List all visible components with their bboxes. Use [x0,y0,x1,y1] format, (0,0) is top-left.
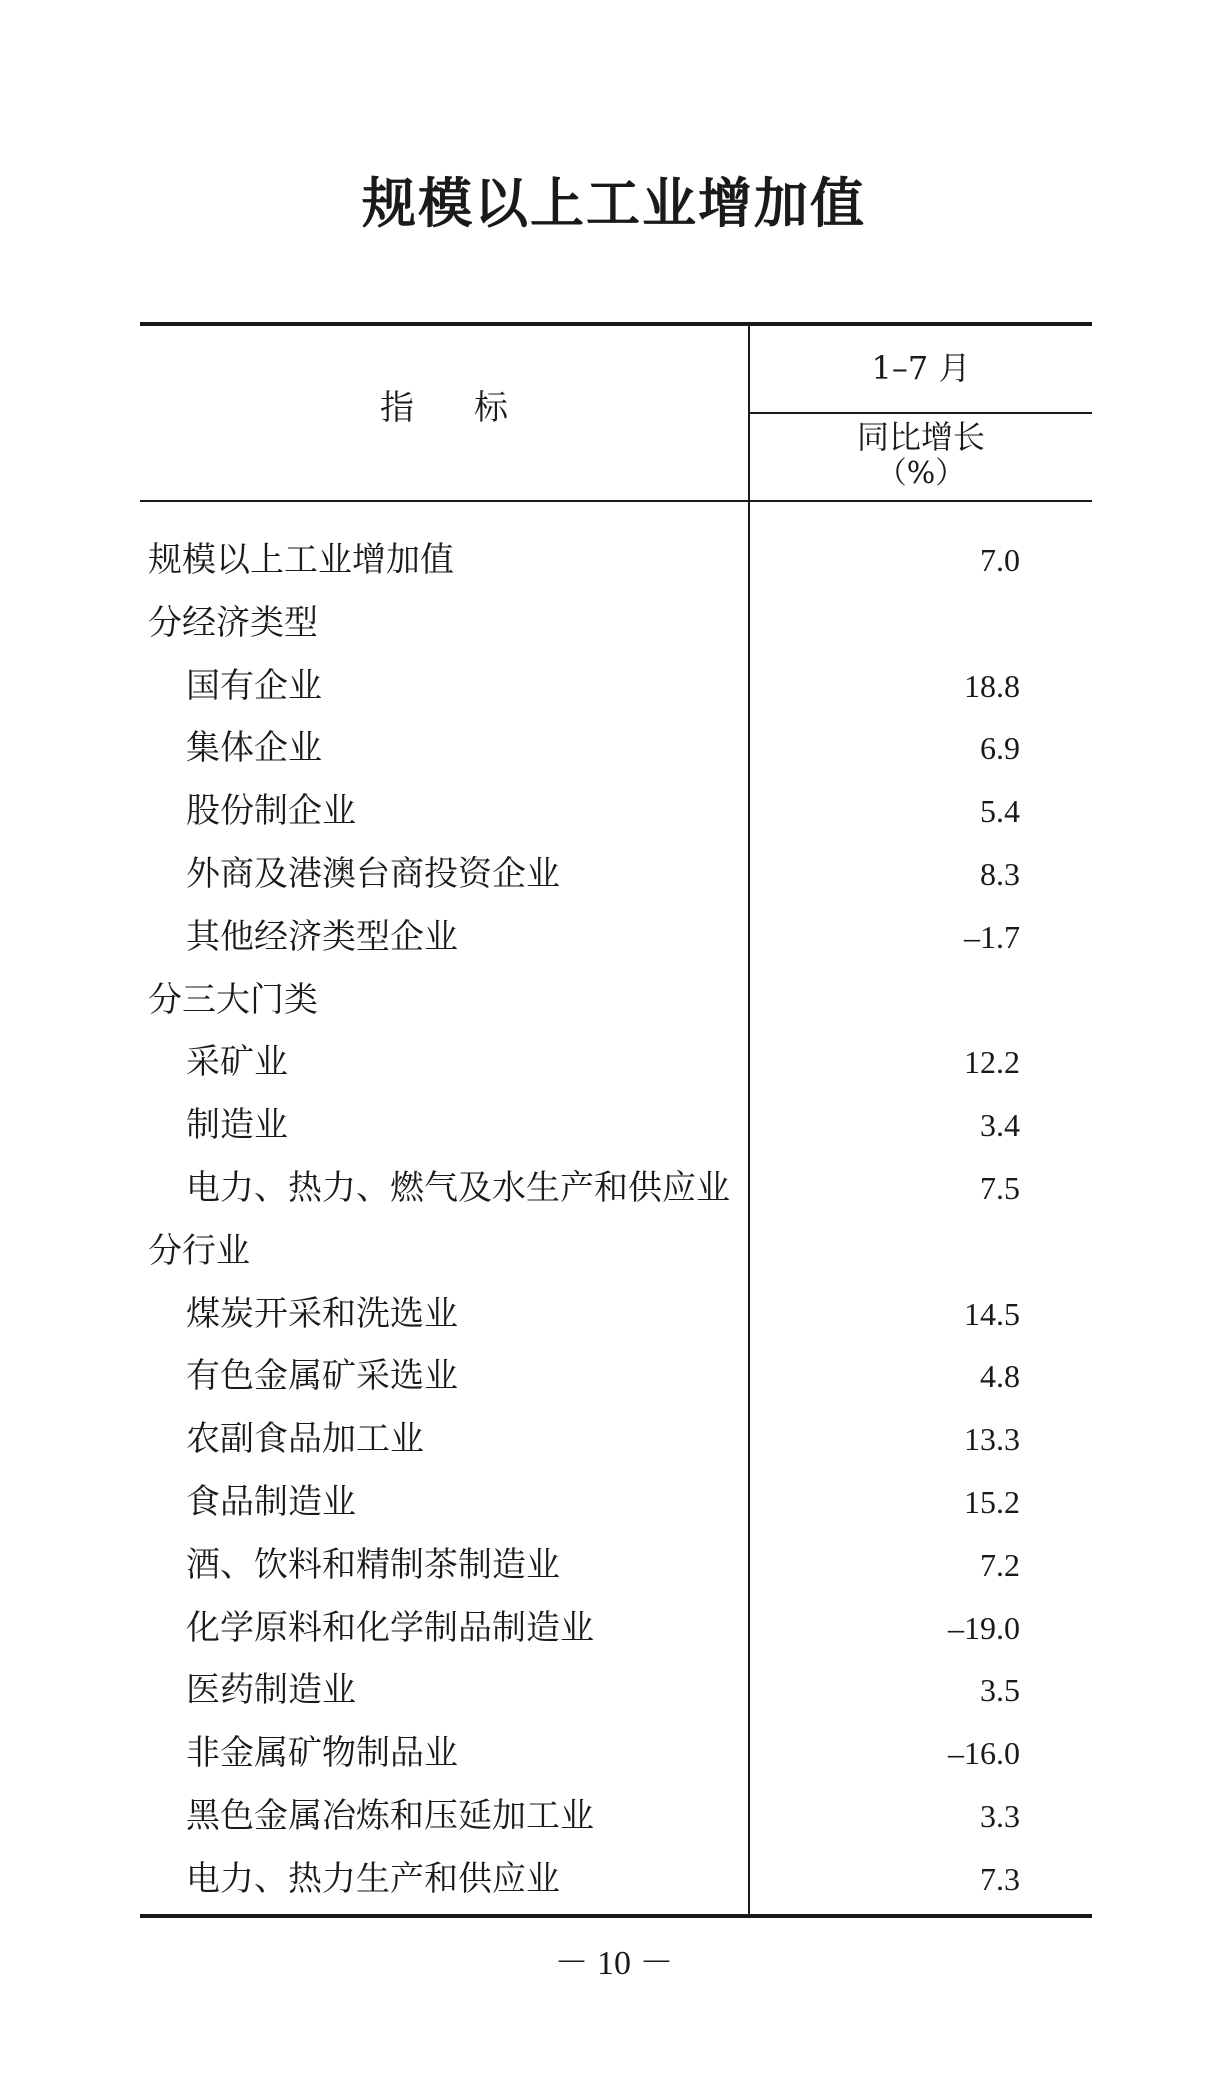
row-value: 13.3 [964,1421,1020,1458]
row-label: 电力、热力生产和供应业 [186,1858,560,1899]
table-row [140,970,1092,1033]
row-value: 3.5 [980,1672,1020,1709]
table-row [140,1346,1092,1409]
table-row [140,1786,1092,1849]
table-row [140,1221,1092,1284]
row-value: 3.3 [980,1797,1020,1834]
row-label: 其他经济类型企业 [186,916,458,957]
row-value: 7.5 [980,1169,1020,1206]
row-label: 电力、热力、燃气及水生产和供应业 [186,1167,730,1208]
table-row [140,718,1092,781]
row-value: 12.2 [964,1044,1020,1081]
table-row [140,1158,1092,1221]
row-value: –16.0 [948,1735,1020,1772]
row-label: 制造业 [186,1105,288,1146]
table-row [140,593,1092,656]
table-top-rule [140,322,1092,326]
table-row [140,781,1092,844]
row-value: 5.4 [980,793,1020,830]
table-row [140,1535,1092,1598]
row-label: 分经济类型 [148,602,318,643]
row-label: 非金属矿物制品业 [186,1733,458,1774]
table-row [140,844,1092,907]
row-label: 规模以上工业增加值 [148,540,454,580]
header-sub-rule [749,412,1092,414]
table-row [140,907,1092,970]
row-value: 14.5 [964,1295,1020,1332]
table-body [140,530,1092,1912]
row-value: 18.8 [964,667,1020,704]
table-row [140,1409,1092,1472]
table-row [140,1032,1092,1095]
header-bottom-rule [140,500,1092,502]
row-value: 7.3 [980,1860,1020,1897]
header-indicator-char-2: 标 [474,388,508,428]
row-label: 分三大门类 [148,979,318,1020]
header-growth: 同比增长 [856,418,985,456]
table-row [140,1723,1092,1786]
table-row [140,656,1092,719]
table-row [140,1660,1092,1723]
table-bottom-rule [140,1914,1092,1918]
row-value: –19.0 [948,1609,1020,1646]
row-value: 6.9 [980,730,1020,767]
row-label: 黑色金属冶炼和压延加工业 [186,1795,594,1836]
header-period: 1–7 月 [871,349,971,387]
row-value: 7.2 [980,1546,1020,1583]
row-value: 8.3 [980,855,1020,892]
page-number: － 10 － [554,1945,674,1982]
row-label: 分行业 [148,1230,250,1271]
table-row [140,1095,1092,1158]
row-label: 农副食品加工业 [186,1419,424,1460]
row-value: 7.0 [980,542,1020,578]
row-label: 煤炭开采和洗选业 [186,1293,458,1334]
header-indicator [140,388,748,428]
row-value: –1.7 [964,918,1020,955]
table-row [140,1598,1092,1661]
row-value: 3.4 [980,1107,1020,1144]
page-title: 规模以上工业增加值 [362,172,866,235]
row-label: 采矿业 [186,1042,288,1083]
row-label: 化学原料和化学制品制造业 [186,1607,594,1648]
row-label: 股份制企业 [186,791,356,832]
row-label: 食品制造业 [186,1481,356,1522]
header-unit: （%） [876,456,966,491]
table-row [140,1284,1092,1347]
table-row [140,1849,1092,1912]
row-value: 15.2 [964,1483,1020,1520]
row-label: 国有企业 [186,665,322,706]
row-label: 有色金属矿采选业 [186,1356,458,1397]
data-table [140,322,1092,1918]
row-value: 4.8 [980,1358,1020,1395]
row-label: 外商及港澳台商投资企业 [186,853,560,894]
row-label: 集体企业 [186,728,322,769]
row-label: 医药制造业 [186,1670,356,1711]
header-indicator-char-1: 指 [380,388,414,428]
table-row [140,530,1092,593]
row-label: 酒、饮料和精制茶制造业 [186,1544,560,1585]
table-row [140,1472,1092,1535]
